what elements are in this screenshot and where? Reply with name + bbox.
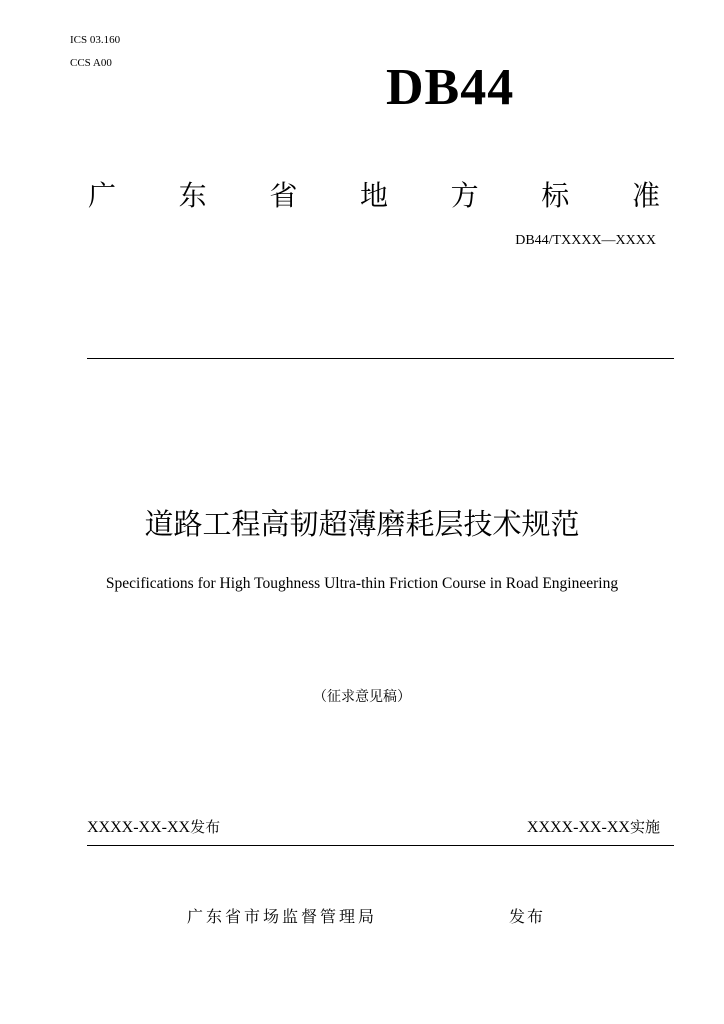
top-divider [87,358,674,359]
bottom-divider [87,845,674,846]
standard-type-char: 省 [269,179,298,212]
implementation-label: 实施 [629,818,660,836]
ccs-code: CCS A00 [70,57,112,69]
ics-code: ICS 03.160 [70,34,121,46]
standard-type-char: 标 [541,179,570,212]
standard-type-char: 广 [88,179,117,212]
implementation-date: XXXX-XX-XX [526,819,630,836]
release-label: 发布 [190,818,221,836]
standard-type-char: 准 [631,179,660,212]
standard-type-heading [88,174,660,214]
document-title-chinese: 道路工程高韧超薄磨耗层技术规范 [144,507,580,541]
issuing-authority: 广东省市场监督管理局 [187,907,378,926]
release-date-line [87,816,220,837]
draft-status: （征求意见稿） [313,689,411,705]
publish-label: 发布 [509,907,546,926]
document-title-english: Specifications for High Toughness Ultra-thin Friction Course in Road Engineering [105,575,619,592]
implementation-date-line [527,816,660,837]
standard-type-char: 地 [359,179,388,212]
standard-logo-code: DB44 [386,59,515,116]
standard-type-char: 东 [178,179,207,212]
release-date: XXXX-XX-XX [87,819,191,836]
standard-number: DB44/TXXXX—XXXX [515,233,656,248]
standard-type-char: 方 [450,179,479,212]
